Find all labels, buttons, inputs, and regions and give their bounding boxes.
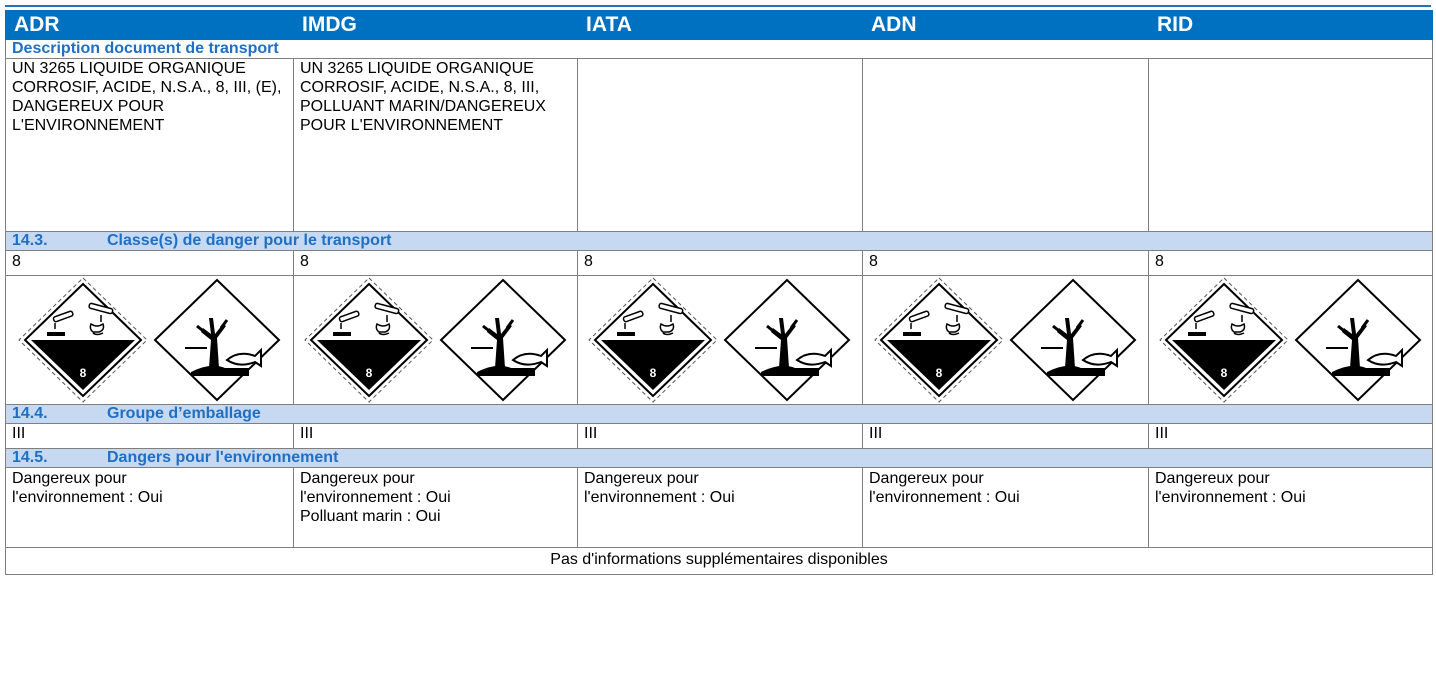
section-title: Groupe d’emballage (107, 405, 261, 422)
header-imdg: IMDG (294, 11, 578, 40)
transport-info-table (5, 10, 1433, 575)
header-adr: ADR (6, 11, 294, 40)
environment-imdg (294, 468, 578, 548)
corrosive-class-8-icon (587, 276, 719, 404)
environment-line: Dangereux pour (12, 470, 127, 487)
pictograms-iata (578, 276, 863, 405)
environment-hazard-icon (1007, 276, 1139, 404)
footer-note: Pas d'informations supplémentaires disponibles (6, 548, 1433, 575)
svg-text:8: 8 (1220, 366, 1227, 380)
environment-line: Dangereux pour (300, 470, 415, 487)
hazard-class-row (6, 251, 1433, 276)
svg-text:8: 8 (365, 366, 372, 380)
environment-line: l'environnement : Oui (300, 489, 451, 506)
pictogram-row (6, 276, 1433, 405)
description-row (6, 59, 1433, 232)
svg-text:8: 8 (79, 366, 86, 380)
description-adn (863, 59, 1149, 232)
hazard-class-adn: 8 (863, 251, 1149, 276)
environment-hazard-icon (151, 276, 283, 404)
environment-section-row (6, 449, 1433, 468)
packing-group-rid: III (1149, 424, 1433, 449)
environment-adr (6, 468, 294, 548)
hazard-class-imdg: 8 (294, 251, 578, 276)
environment-rid (1149, 468, 1433, 548)
packing-group-adr: III (6, 424, 294, 449)
regulation-header-row (6, 11, 1433, 40)
environment-hazard-icon (1292, 276, 1424, 404)
environment-line: Dangereux pour (869, 470, 984, 487)
corrosive-class-8-icon (873, 276, 1005, 404)
corrosive-class-8-icon (303, 276, 435, 404)
hazard-class-rid: 8 (1149, 251, 1433, 276)
packing-group-row (6, 424, 1433, 449)
environment-line: Dangereux pour (1155, 470, 1270, 487)
header-rid: RID (1149, 11, 1433, 40)
corrosive-class-8-icon (17, 276, 149, 404)
description-section-row (6, 40, 1433, 59)
packing-group-adn: III (863, 424, 1149, 449)
svg-text:8: 8 (935, 366, 942, 380)
description-iata (578, 59, 863, 232)
section-number: 14.5. (12, 449, 48, 466)
pictograms-adn (863, 276, 1149, 405)
section-number: 14.4. (12, 405, 48, 422)
environment-line: l'environnement : Oui (584, 489, 735, 506)
corrosive-class-8-icon (1158, 276, 1290, 404)
environment-hazard-icon (437, 276, 569, 404)
hazard-class-section-row (6, 232, 1433, 251)
section-title-environment (6, 449, 1433, 468)
top-rule (5, 5, 1431, 7)
packing-group-imdg: III (294, 424, 578, 449)
environment-hazard-icon (721, 276, 853, 404)
header-iata: IATA (578, 11, 863, 40)
section-title-description: Description document de transport (6, 40, 1433, 59)
pictograms-imdg (294, 276, 578, 405)
pictogram-pair (1149, 276, 1432, 404)
packing-group-iata: III (578, 424, 863, 449)
marine-pollutant-line: Polluant marin : Oui (300, 508, 441, 525)
section-title: Dangers pour l'environnement (107, 449, 339, 466)
pictogram-pair (294, 276, 577, 404)
pictogram-pair (863, 276, 1148, 404)
section-number: 14.3. (12, 232, 48, 249)
hazard-class-iata: 8 (578, 251, 863, 276)
environment-iata (578, 468, 863, 548)
environment-row (6, 468, 1433, 548)
section-title-packing-group (6, 405, 1433, 424)
environment-adn (863, 468, 1149, 548)
section-title: Classe(s) de danger pour le transport (107, 232, 392, 249)
header-adn: ADN (863, 11, 1149, 40)
environment-line: l'environnement : Oui (869, 489, 1020, 506)
hazard-class-adr: 8 (6, 251, 294, 276)
pictogram-pair (6, 276, 293, 404)
pictograms-rid (1149, 276, 1433, 405)
pictograms-adr (6, 276, 294, 405)
description-imdg: UN 3265 LIQUIDE ORGANIQUE CORROSIF, ACIDE, N.S.A., 8, III, POLLUANT MARIN/DANGEREUX POUR L'ENVIRONNEMENT (294, 59, 578, 232)
svg-text:8: 8 (649, 366, 657, 380)
description-adr: UN 3265 LIQUIDE ORGANIQUE CORROSIF, ACIDE, N.S.A., 8, III, (E), DANGEREUX POUR L'ENVIRONNEMENT (6, 59, 294, 232)
environment-line: l'environnement : Oui (12, 489, 163, 506)
packing-group-section-row (6, 405, 1433, 424)
environment-line: Dangereux pour (584, 470, 699, 487)
footer-row (6, 548, 1433, 575)
description-rid (1149, 59, 1433, 232)
section-title-hazard-class (6, 232, 1433, 251)
pictogram-pair (578, 276, 862, 404)
environment-line: l'environnement : Oui (1155, 489, 1306, 506)
